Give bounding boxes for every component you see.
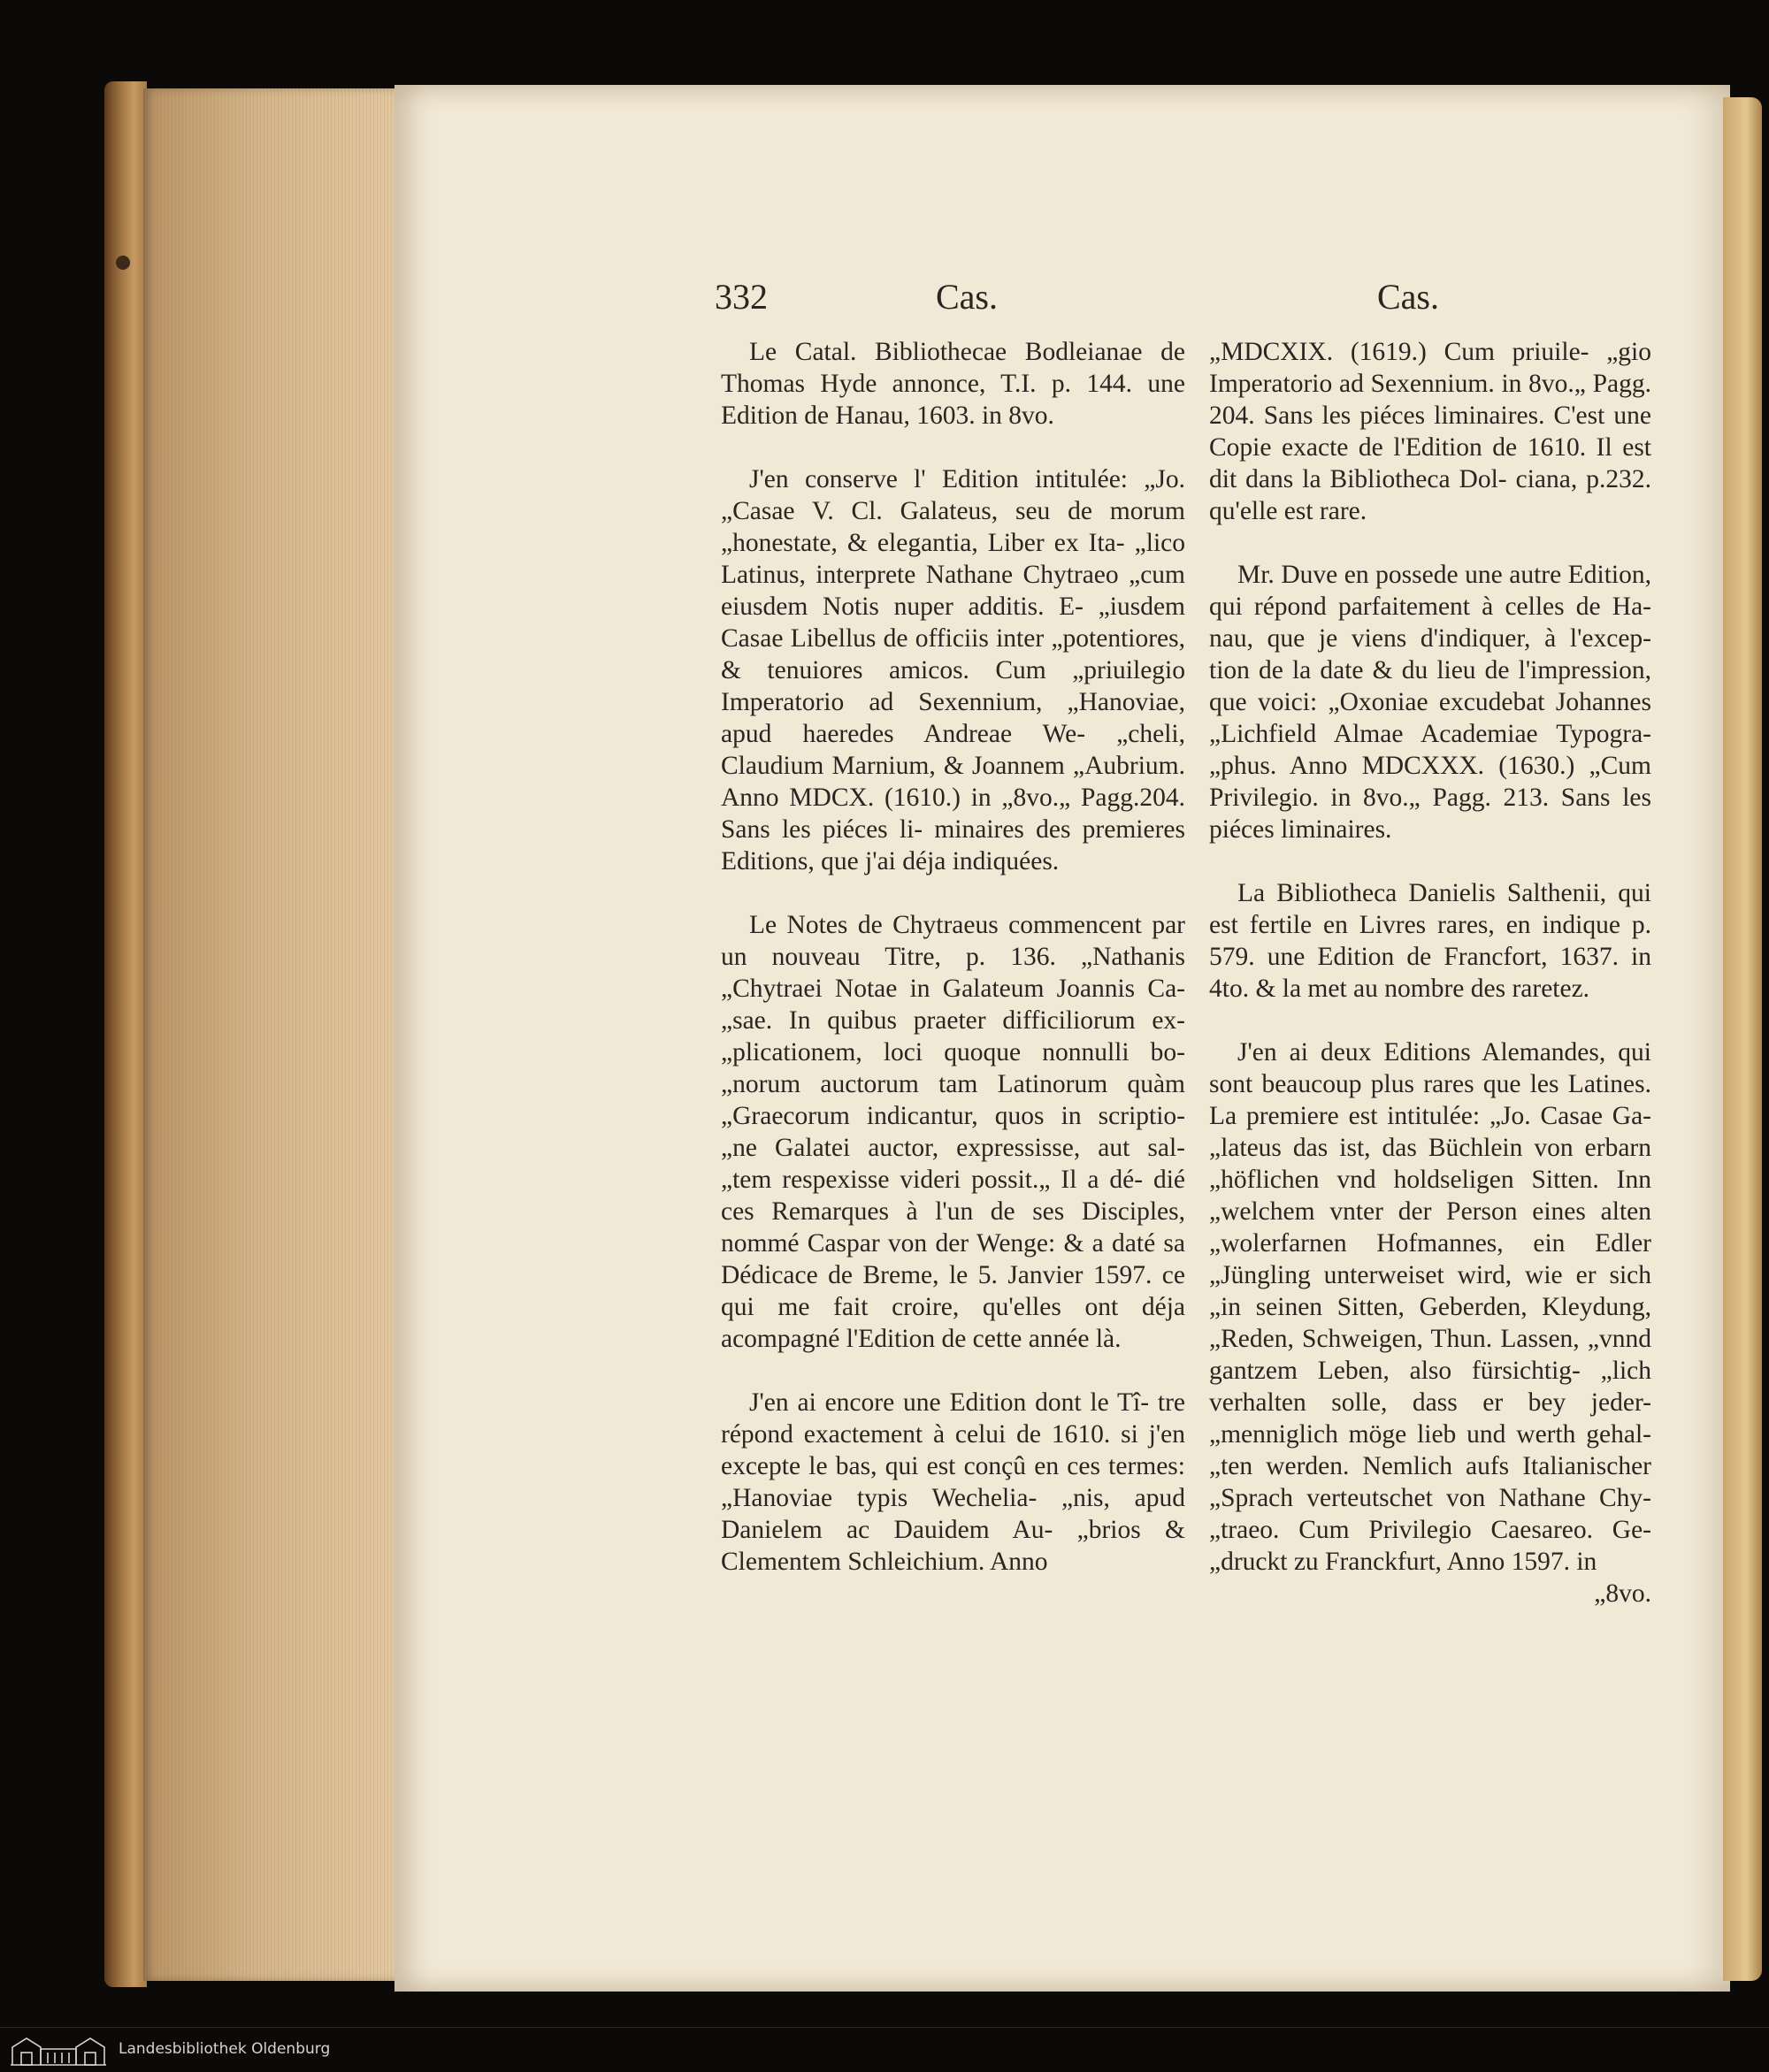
paragraph: „MDCXIX. (1619.) Cum priuile- „gio Imperatorio ad Sexennium. in 8vo.„ Pagg. 204. Sans les piéces liminaires. C'est une Copie exacte de l'Edition de 1610. Il est dit dans la Bibliotheca Dol- ciana, p.232. qu'elle est rare. <box>1209 338 1651 525</box>
paragraph: La Bibliotheca Danielis Salthenii, qui est fertile en Livres rares, en indique p. 579. une Edition de Francfort, 1637. in 4to. & la met au nombre des raretez. <box>1209 879 1651 1003</box>
left-book-cover <box>104 81 147 1987</box>
paragraph: Mr. Duve en possede une autre Edition, qui répond parfaitement à celles de Ha- nau, que je viens d'indiquer, à l'excep- tion de la date & du lieu de l'impression, que voici: „Oxoniae excudebat Johannes „Lichfield Almae Academiae Typogra- „phus. Anno MDCXXX. (1630.) „Cum Privilegio. in 8vo.„ Pagg. 213. Sans les piéces liminaires. <box>1209 561 1651 844</box>
library-building-icon <box>9 2033 108 2067</box>
binding-mark <box>116 256 130 270</box>
running-head-right: Cas. <box>1377 277 1439 317</box>
paragraph: Le Catal. Bibliothecae Bodleianae de Thomas Hyde annonce, T.I. p. 144. une Edition de Hanau, 1603. in 8vo. <box>721 338 1185 430</box>
page-edges-block <box>143 88 396 1981</box>
library-name: Landesbibliothek Oldenburg <box>119 2040 331 2058</box>
paragraph: J'en ai encore une Edition dont le Tî- tre répond exactement à celui de 1610. si j'en excepte le bas, qui est conçû en ces termes: „Hanoviae typis Wechelia- „nis, apud Danielem ac Dauidem Au- „brios & Clementem Schleichium. Anno <box>721 1388 1185 1576</box>
footer-bar <box>0 2027 1769 2072</box>
catchword: „8vo. <box>1594 1579 1651 1608</box>
paragraph: J'en conserve l' Edition intitulée: „Jo. „Casae V. Cl. Galateus, seu de morum „honestate, & elegantia, Liber ex Ita- „lico Latinus, interprete Nathane Chytraeo „cum eiusdem Notis nuper additis. E- „iusdem Casae Libellus de officiis inter „potentiores, & tenuiores amicos. Cum „priuilegio Imperatorio ad Sexennium, „Hanoviae, apud haeredes Andreae We- „cheli, Claudium Marnium, & Joannem „Aubrium. Anno MDCX. (1610.) in „8vo.„ Pagg.204. Sans les piéces li- minaires des premieres Editions, que j'ai déja indiquées. <box>721 465 1185 875</box>
running-head-left: Cas. <box>936 277 998 317</box>
page-number: 332 <box>715 277 768 317</box>
paragraph: Le Notes de Chytraeus commencent par un nouveau Titre, p. 136. „Nathanis „Chytraei Notae in Galateum Joannis Ca- „sae. In quibus praeter difficiliorum ex- „plicationem, loci quoque nonnulli bo- „norum auctorum tam Latinorum quàm „Graecorum indicantur, quos in scriptio- „ne Galatei auctor, expressisse, aut sal- „tem respexisse videri possit.„ Il a dé- dié ces Remarques à l'un de ses Disciples, nommé Caspar von der Wenge: & a daté sa Dédicace de Breme, le 5. Janvier 1597. ce qui me fait croire, qu'elles ont déja acompagné l'Edition de cette année là. <box>721 911 1185 1353</box>
left-text-column <box>721 336 1185 1609</box>
right-text-column <box>1209 336 1651 1609</box>
right-book-cover <box>1723 97 1762 1981</box>
paragraph: J'en ai deux Editions Alemandes, qui sont beaucoup plus rares que les Latines. La premiere est intitulée: „Jo. Casae Ga- „lateus das ist, das Büchlein von erbarn „höflichen vnd holdseligen Sitten. Inn „welchem vnter der Person eines alten „wolerfarnen Hofmannes, ein Edler „Jüngling unterweiset wird, wie er sich „in seinen Sitten, Geberden, Kleydung, „Reden, Schweigen, Thun. Lassen, „vnnd gantzem Leben, also fürsichtig- „lich verhalten solle, dass er bey jeder- „menniglich möge lieb und werth gehal- „ten werden. Nemlich aufs Italianischer „Sprach verteutschet von Nathane Chy- „traeo. Cum Privilegio Caesareo. Ge- „druckt zu Franckfurt, Anno 1597. in <box>1209 1038 1651 1576</box>
